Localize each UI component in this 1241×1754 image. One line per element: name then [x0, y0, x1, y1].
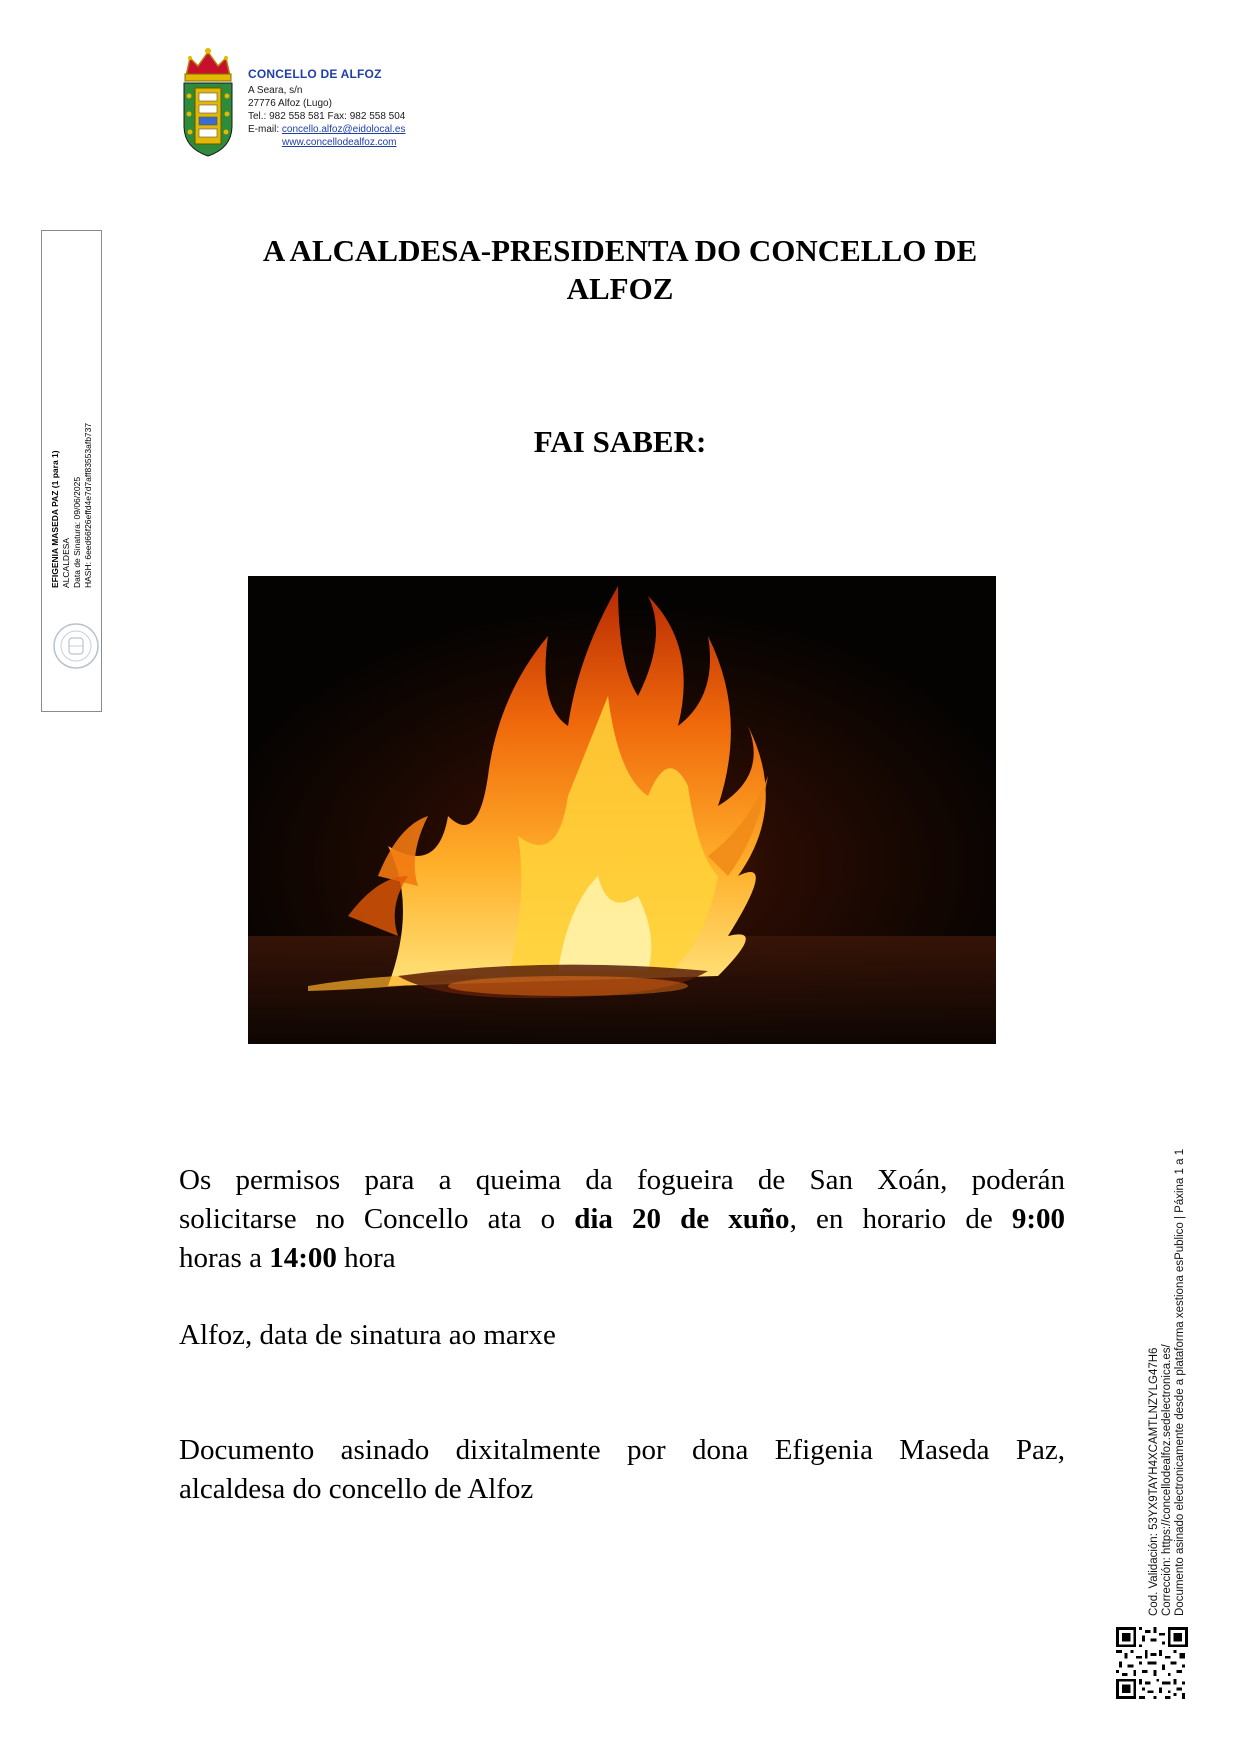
header-council-name: CONCELLO DE ALFOZ	[248, 67, 382, 81]
validation-correction-url[interactable]: Corrección: https://concellodealfoz.sedelectronica.es/	[1161, 1344, 1173, 1616]
validation-code: Cod. Validación: 53YX9TAYH4XCAMTLNZYLG47H6	[1148, 1347, 1160, 1616]
header-email-row	[248, 123, 405, 136]
header-email-link[interactable]: concello.alfoz@eidolocal.es	[281, 124, 406, 135]
signature-hash: HASH: 6eed66f26effd4e7d7aff83553afb737	[83, 422, 93, 588]
header-email-label: E-mail:	[248, 124, 282, 135]
notice-line2-text-a: solicitarse no Concello ata o	[179, 1203, 575, 1235]
header-phone: Tel.: 982 558 581 Fax: 982 558 504	[248, 111, 406, 122]
notice-paragraph	[179, 1161, 1065, 1239]
closing-line2: alcaldesa do concello de Alfoz	[179, 1473, 534, 1505]
header-address-line1: A Seara, s/n	[248, 85, 303, 96]
signature-role: ALCALDESA	[61, 537, 71, 588]
place-and-date: Alfoz, data de sinatura ao marxe	[179, 1319, 556, 1351]
signature-text	[50, 423, 94, 588]
notice-line3-text-c: hora	[336, 1242, 396, 1274]
signature-signer: EFIGENIA MASEDA PAZ (1 para 1)	[50, 450, 60, 588]
bonfire-photo	[248, 576, 996, 1044]
notice-line2	[179, 1200, 1065, 1239]
notice-end-time: 14:00	[269, 1242, 337, 1274]
announcement-heading: FAI SABER:	[533, 424, 707, 459]
notice-last-line	[179, 1239, 1065, 1278]
header-address-line2: 27776 Alfoz (Lugo)	[248, 98, 332, 109]
closing-line1: Documento asinado dixitalmente por dona Efigenia Maseda Paz,	[179, 1434, 1065, 1466]
signature-date: Data de Sinatura: 09/06/2025	[72, 476, 82, 588]
validation-text	[1148, 1149, 1187, 1616]
coat-of-arms-logo	[180, 46, 236, 158]
header-website-link[interactable]: www.concellodealfoz.com	[282, 137, 397, 148]
notice-line1: Os permisos para a queima da fogueira de San Xoán, poderán	[179, 1164, 1065, 1196]
signature-seal-icon	[52, 622, 100, 670]
notice-deadline-date: dia 20 de xuño	[574, 1203, 790, 1235]
validation-platform: Documento asinado electronicamente desde a plataforma xestiona esPublico | Páxina 1 a 1	[1174, 1148, 1186, 1616]
page-title-line1: A ALCALDESA-PRESIDENTA DO CONCELLO DE	[262, 233, 978, 268]
notice-line3-text-a: horas a	[179, 1242, 270, 1274]
page-title-line2: ALFOZ	[566, 271, 674, 306]
notice-start-time: 9:00	[1011, 1203, 1065, 1235]
notice-line2-text-c: , en horario de	[789, 1203, 1012, 1235]
qr-code-icon[interactable]	[1116, 1627, 1188, 1699]
header-website-row	[282, 136, 397, 149]
